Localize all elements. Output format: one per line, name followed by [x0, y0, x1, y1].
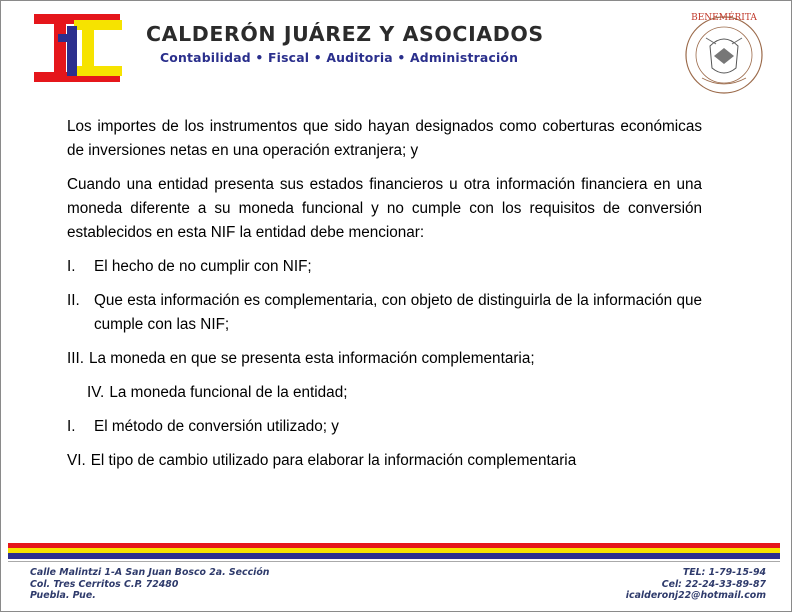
footer-contact [626, 567, 766, 602]
list-item-5 [67, 415, 702, 439]
list-item-number: III. [67, 350, 84, 367]
footer-stripe-blue [8, 553, 780, 559]
address-line-3: Puebla. Pue. [30, 590, 96, 601]
company-logo [34, 14, 124, 82]
footer-divider [8, 561, 780, 562]
list-item-number: I. [67, 258, 76, 275]
cell-number: Cel: 22-24-33-89-87 [661, 578, 766, 590]
list-item-text: La moneda en que se presenta esta información complementaria; [89, 350, 535, 367]
company-tagline: Contabilidad • Fiscal • Auditoria • Administración [160, 50, 519, 65]
list-item-1 [67, 255, 702, 279]
seal-text: BENEMÉRITA [691, 13, 757, 23]
footer-address [30, 567, 269, 602]
list-item-text: El tipo de cambio utilizado para elaborar la información complementaria [90, 452, 577, 469]
company-name: CALDERÓN JUÁREZ Y ASOCIADOS [146, 22, 544, 46]
list-item-2 [67, 289, 702, 337]
document-body [67, 115, 702, 483]
paragraph-2: Cuando una entidad presenta sus estados financieros u otra información financiera en una moneda diferente a su moneda funcional y no cumple con los requisitos de conversión establecidos en esta NIF la entidad debe mencionar: [67, 176, 702, 241]
email-address[interactable]: icalderonj22@hotmail.com [625, 590, 766, 601]
list-item-text: El hecho de no cumplir con NIF; [94, 258, 312, 275]
university-seal [676, 8, 772, 98]
list-item-6 [67, 449, 702, 473]
list-item-3 [67, 347, 702, 371]
list-item-number: IV. [87, 384, 105, 401]
list-item-text: El método de conversión utilizado; y [94, 418, 339, 435]
phone-number: TEL: 1-79-15-94 [682, 567, 766, 578]
list-item-4 [67, 381, 702, 405]
list-item-number: II. [67, 292, 80, 309]
list-item-number: VI. [67, 452, 86, 469]
list-item-text: Que esta información es complementaria, con objeto de distinguirla de la información que cumple con las NIF; [94, 292, 702, 333]
address-line-2: Col. Tres Cerritos C.P. 72480 [30, 578, 179, 590]
list-item-text: La moneda funcional de la entidad; [109, 384, 348, 401]
address-line-1: Calle Malintzi 1-A San Juan Bosco 2a. Sección [30, 567, 270, 578]
list-item-number: I. [67, 418, 76, 435]
paragraph-1: Los importes de los instrumentos que sido hayan designados como coberturas económicas de inversiones netas en una operación extranjera; y [67, 118, 702, 159]
